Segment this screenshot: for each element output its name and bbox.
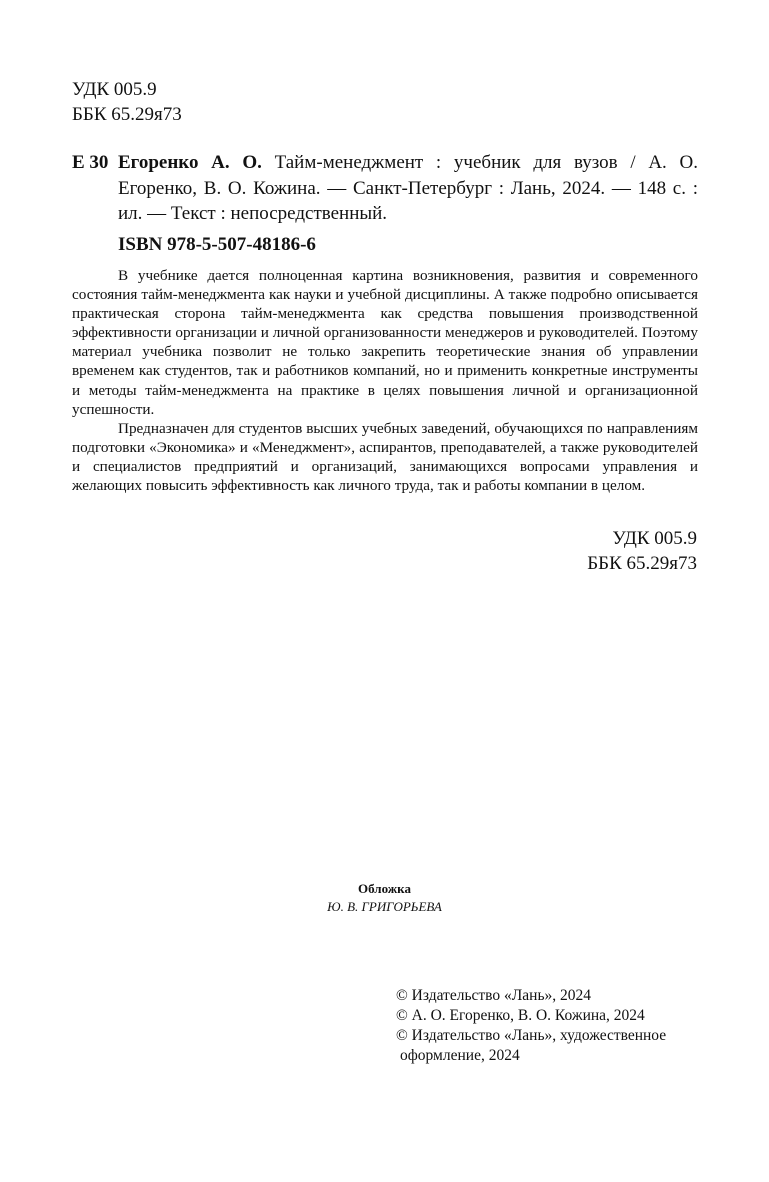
bbk-code-bottom: ББК 65.29я73: [587, 553, 697, 574]
classification-header: [72, 77, 182, 127]
copyright-line-4: оформление, 2024: [400, 1047, 520, 1064]
bibliographic-entry: [72, 150, 698, 227]
isbn: ISBN 978-5-507-48186-6: [118, 234, 316, 255]
abstract: [72, 266, 698, 495]
citation-text: Тайм-менеджмент : учебник для вузов / А. О. Егоренко, В. О. Кожина. — Санкт-Петербург : Лань, 2024. — 148 с. : ил. — Текст : непосредственный.: [118, 152, 698, 224]
cover-designer: Ю. В. ГРИГОРЬЕВА: [327, 899, 442, 914]
classification-footer: [587, 526, 697, 576]
bbk-code: ББК 65.29я73: [72, 104, 182, 125]
copyright-line-2: © А. О. Егоренко, В. О. Кожина, 2024: [396, 1007, 645, 1024]
author-name: Егоренко А. О.: [118, 152, 262, 173]
cover-label: Обложка: [358, 881, 411, 896]
abstract-paragraph-2: Предназначен для студентов высших учебных заведений, обучающихся по направлениям подготовки «Экономика» и «Менеджмент», аспирантов, преподавателей, а также руководителей и специалистов предприятий и организаций, занимающихся вопросами управления и желающих повысить эффективность как личного труда, так и работы компании в целом.: [72, 419, 698, 495]
udk-code: УДК 005.9: [72, 79, 157, 100]
author-mark: Е 30: [72, 152, 109, 173]
udk-code-bottom: УДК 005.9: [612, 528, 697, 549]
bibliographic-description: [118, 150, 698, 227]
abstract-paragraph-1: В учебнике дается полноценная картина возникновения, развития и современного состояния тайм-менеджмента как науки и учебной дисциплины. А также подробно описывается практическая сторона тайм-менеджмента как средства повышения производственной эффективности организации и личной организованности менеджеров и руководителей. Поэтому материал учебника позволит не только закрепить теоретические знания об управлении временем как студентов, так и работников компаний, но и применить конкретные инструменты и методы тайм-менеджмента на практике в целях повышения личной и организационной успешности.: [72, 267, 698, 418]
copyright-line-3: © Издательство «Лань», художественное: [396, 1027, 667, 1044]
cover-credit: [0, 880, 769, 916]
copyright-block: [396, 986, 666, 1066]
copyright-line-1: © Издательство «Лань», 2024: [396, 987, 592, 1004]
